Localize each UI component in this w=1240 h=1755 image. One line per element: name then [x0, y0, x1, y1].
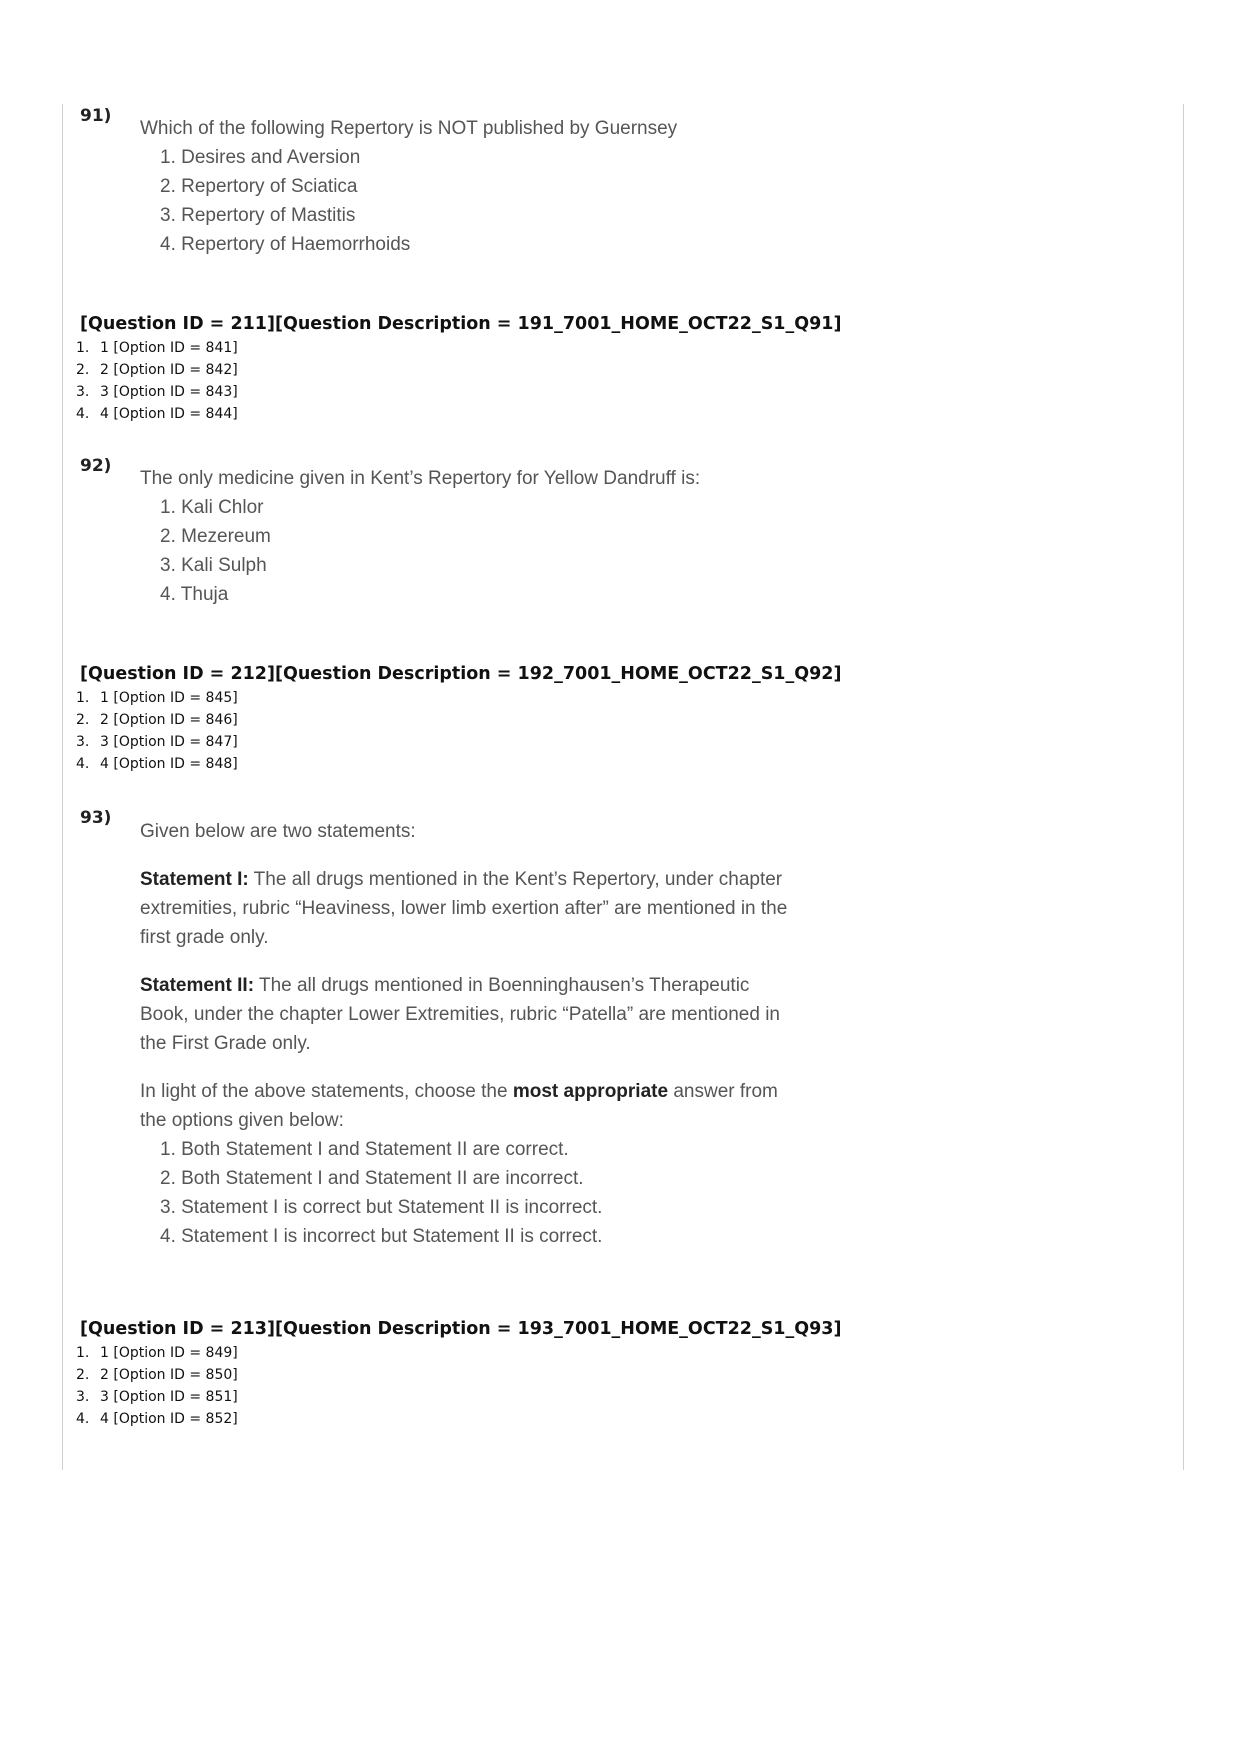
option-id-list: [76, 337, 238, 425]
option-item: 2. 2 [Option ID = 850]: [76, 1367, 238, 1383]
question-intro: Given below are two statements:: [140, 821, 416, 842]
option-item: 4. 4 [Option ID = 852]: [76, 1411, 238, 1427]
choice-item: 1. Both Statement I and Statement II are correct.: [160, 1139, 569, 1160]
statement-two-text: The all drugs mentioned in Boenninghausen’s Therapeutic Book, under the chapter Lower Extremities, rubric “Patella” are mentioned in the First Grade only.: [140, 975, 780, 1054]
choice-list: [140, 1135, 790, 1251]
statement-one-label: Statement I:: [140, 869, 249, 890]
choice-item: 4. Repertory of Haemorrhoids: [160, 234, 411, 255]
option-item: 4. 4 [Option ID = 844]: [76, 406, 238, 422]
choice-item: 3. Statement I is correct but Statement II is incorrect.: [160, 1197, 603, 1218]
question-stem: The only medicine given in Kent’s Repertory for Yellow Dandruff is:: [140, 468, 701, 489]
choice-item: 2. Repertory of Sciatica: [160, 176, 358, 197]
option-id-list: [76, 1342, 238, 1430]
choice-item: 4. Thuja: [160, 584, 229, 605]
option-item: 3. 3 [Option ID = 847]: [76, 734, 238, 750]
question-stem: Which of the following Repertory is NOT published by Guernsey: [140, 118, 678, 139]
question-meta: [Question ID = 212][Question Description = 192_7001_HOME_OCT22_S1_Q92]: [80, 664, 842, 684]
choice-list: [140, 493, 790, 609]
question-body: [140, 114, 790, 259]
option-item: 1. 1 [Option ID = 841]: [76, 340, 238, 356]
question-number: 92): [80, 456, 112, 476]
question-ask: In light of the above statements, choose the most appropriate answer from the options given below:: [140, 1081, 778, 1131]
page-frame: [62, 104, 1184, 1470]
option-item: 3. 3 [Option ID = 843]: [76, 384, 238, 400]
statement-one-text: The all drugs mentioned in the Kent’s Repertory, under chapter extremities, rubric “Heaviness, lower limb exertion after” are mentioned in the first grade only.: [140, 869, 788, 948]
option-item: 1. 1 [Option ID = 845]: [76, 690, 238, 706]
question-body: [140, 817, 790, 1251]
choice-item: 3. Kali Sulph: [160, 555, 267, 576]
choice-item: 1. Kali Chlor: [160, 497, 264, 518]
option-item: 4. 4 [Option ID = 848]: [76, 756, 238, 772]
choice-list: [140, 143, 790, 259]
choice-item: 1. Desires and Aversion: [160, 147, 361, 168]
statement-two-label: Statement II:: [140, 975, 255, 996]
option-item: 1. 1 [Option ID = 849]: [76, 1345, 238, 1361]
option-item: 2. 2 [Option ID = 842]: [76, 362, 238, 378]
question-body: [140, 464, 790, 609]
statement-one: [140, 865, 790, 952]
question-number: 93): [80, 808, 112, 828]
choice-item: 2. Both Statement I and Statement II are incorrect.: [160, 1168, 584, 1189]
emphasis: most appropriate: [512, 1081, 669, 1102]
option-item: 2. 2 [Option ID = 846]: [76, 712, 238, 728]
choice-item: 3. Repertory of Mastitis: [160, 205, 356, 226]
question-meta: [Question ID = 213][Question Description = 193_7001_HOME_OCT22_S1_Q93]: [80, 1319, 842, 1339]
statement-two: [140, 971, 790, 1058]
choice-item: 4. Statement I is incorrect but Statement II is correct.: [160, 1226, 603, 1247]
option-id-list: [76, 687, 238, 775]
choice-item: 2. Mezereum: [160, 526, 271, 547]
question-meta: [Question ID = 211][Question Description = 191_7001_HOME_OCT22_S1_Q91]: [80, 314, 842, 334]
question-number: 91): [80, 106, 112, 126]
option-item: 3. 3 [Option ID = 851]: [76, 1389, 238, 1405]
